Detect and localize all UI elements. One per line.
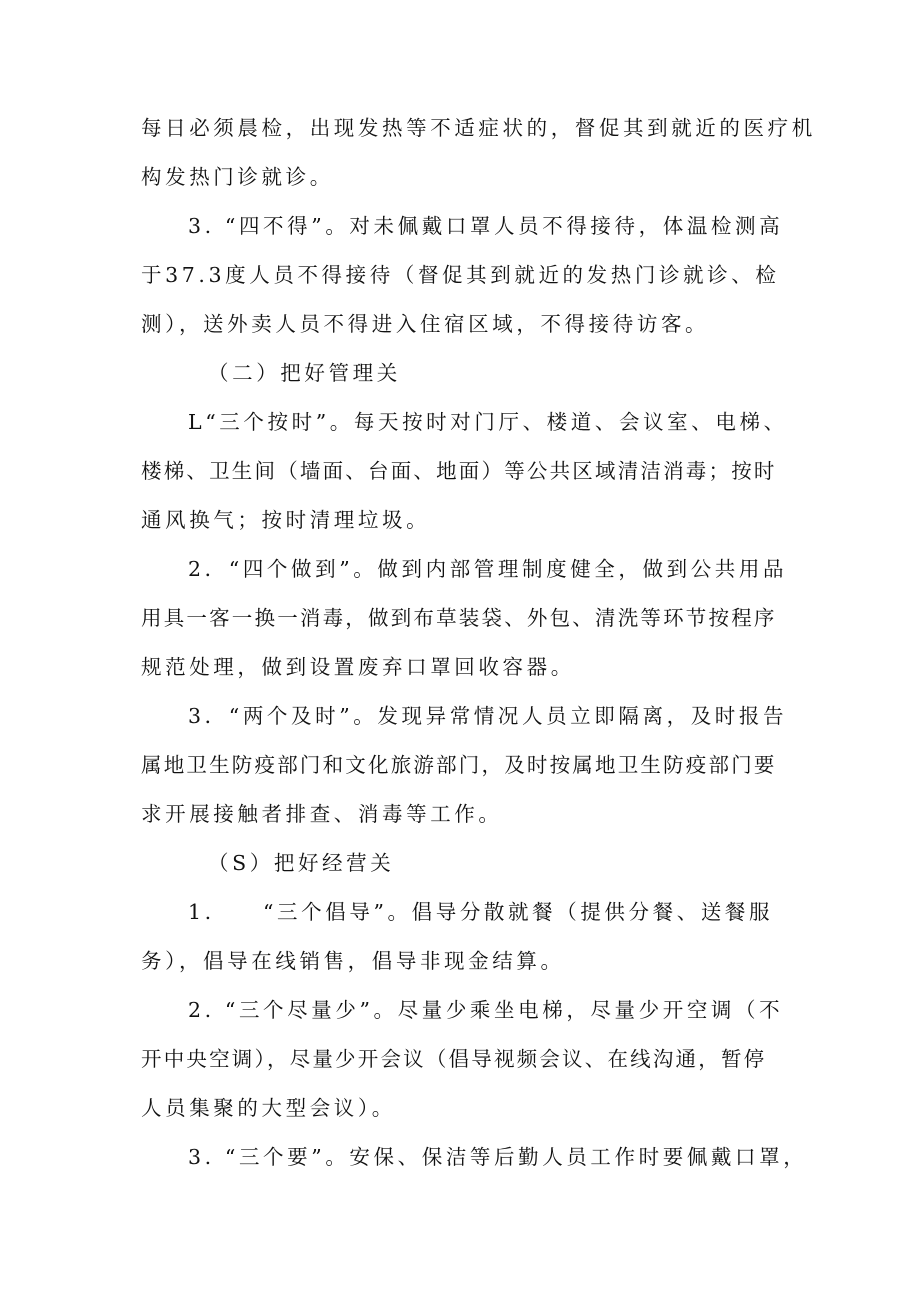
- text-line-3: 3. “四不得”。对未佩戴口罩人员不得接待，体温检测高: [188, 214, 784, 238]
- text-line-13: 3．“两个及时”。发现异常情况人员立即隔离，及时报告: [188, 704, 788, 728]
- text-line-7: L“三个按时”。每天按时对门厅、楼道、会议室、电梯、: [188, 410, 788, 434]
- text-line-11: 用具一客一换一消毒，做到布草装袋、外包、清洗等环节按程序: [141, 606, 777, 630]
- section-heading-management: （二）把好管理关: [208, 361, 401, 385]
- text-line-20: 开中央空调），尽量少开会议（倡导视频会议、在线沟通，暂停: [141, 1047, 767, 1071]
- text-line-18: 务），倡导在线销售，倡导非现金结算。: [141, 949, 565, 973]
- text-line-2: 构发热门诊就诊。: [141, 165, 334, 189]
- text-line-19: 2. “三个尽量少”。尽量少乘坐电梯，尽量少开空调（不: [188, 998, 784, 1022]
- text-line-15: 求开展接触者排查、消毒等工作。: [141, 802, 503, 826]
- text-line-10: 2．“四个做到”。做到内部管理制度健全，做到公共用品: [188, 557, 788, 581]
- text-line-14: 属地卫生防疫部门和文化旅游部门，及时按属地卫生防疫部门要: [141, 753, 777, 777]
- text-line-12: 规范处理，做到设置废弃口罩回收容器。: [141, 655, 575, 679]
- text-line-1: 每日必须晨检，出现发热等不适症状的，督促其到就近的医疗机: [141, 116, 816, 140]
- text-line-8: 楼梯、卫生间（墙面、台面、地面）等公共区域清洁消毒；按时: [141, 459, 777, 483]
- text-line-9: 通风换气；按时清理垃圾。: [141, 508, 431, 532]
- text-line-17: 1. “三个倡导”。倡导分散就餐（提供分餐、送餐服: [188, 900, 774, 924]
- section-heading-operation: （S）把好经营关: [208, 851, 395, 875]
- text-line-4: 于37.3度人员不得接待（督促其到就近的发热门诊就诊、检: [141, 263, 780, 287]
- text-line-22: 3. “三个要”。安保、保洁等后勤人员工作时要佩戴口罩，: [188, 1145, 808, 1169]
- text-line-21: 人员集聚的大型会议）。: [141, 1096, 396, 1120]
- text-line-5: 测），送外卖人员不得进入住宿区域，不得接待访客。: [141, 312, 710, 336]
